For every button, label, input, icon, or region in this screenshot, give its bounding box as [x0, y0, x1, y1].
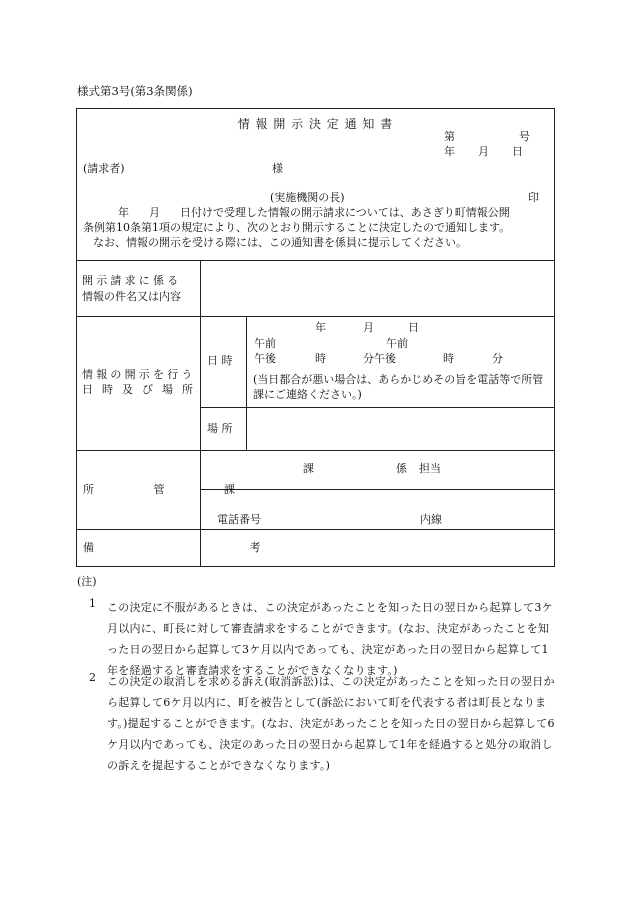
notice-form [76, 108, 555, 567]
body-year: 年 [118, 206, 129, 219]
pm-label-1: 午後 [254, 352, 276, 365]
body-line-1 [118, 206, 510, 221]
subject-label-line-1: 開示請求に係る [82, 274, 182, 287]
rule-subject [77, 316, 554, 317]
notes-heading: (注) [77, 575, 97, 588]
hour-label-2: 時 [443, 352, 454, 365]
rule-top-section [77, 260, 554, 261]
rule-datetime-place [200, 407, 554, 408]
place-label: 場 所 [207, 422, 233, 435]
dept-label-spread [83, 483, 263, 498]
subsection-label: 係 [396, 462, 407, 475]
body-month: 月 [149, 206, 160, 219]
am-label-2: 午前 [386, 337, 408, 350]
dept-label-text: 所 管 課 [83, 483, 263, 496]
number-field [444, 130, 530, 145]
subject-label-line-2: 情報の件名又は内容 [82, 290, 181, 303]
body-line-2: 条例第10条第1項の規定により、次のとおり開示することに決定したので通知します。 [83, 221, 511, 234]
number-label: 第 [444, 130, 455, 143]
hour-label-1: 時 [315, 352, 326, 365]
agency-head-label: (実施機関の長) [270, 191, 345, 204]
issue-day: 日 [512, 145, 523, 158]
datetime-place-label-line-1: 情報の開示を行う [82, 368, 196, 381]
form-label: 様式第3号(第3条関係) [77, 84, 193, 98]
note-2-text: この決定の取消しを求める訴え(取消訴訟)は、この決定があったことを知った日の翌日から起算して6ケ月以内に、町を被告として(訴訟において町を代表する者は町長となります。)提起することができます。(なお、決定があったことを知った日の翌日から起算して6ケ月以内であっても、決定のあった日の翌日から起算して1年を経過すると処分の取消しの訴えを提起することができなくなります。) [107, 675, 555, 772]
form-title: 情 報 開 示 決 定 通 知 書 [237, 117, 394, 131]
rule-dept [77, 529, 554, 530]
note-1-number: 1 [89, 597, 96, 610]
note-2-number: 2 [89, 671, 96, 684]
rule-place [77, 450, 554, 451]
rule-sublabel-column [246, 316, 247, 450]
number-suffix: 号 [519, 130, 530, 143]
charge-label: 担当 [419, 462, 441, 475]
pm-label-2: 午後 [374, 352, 396, 365]
am-label-1: 午前 [254, 337, 276, 350]
datetime-label: 日 時 [207, 354, 233, 367]
note-1-text: この決定に不服があるときは、この決定があったことを知った日の翌日から起算して3ケ月以内に、町長に対して審査請求をすることができます。(なお、決定があったことを知った日の翌日から起算して3ケ月以内であっても、決定があった日の翌日から起算して1年を経過すると審査請求をすることができなくなります。) [107, 601, 553, 677]
remarks-label [83, 541, 337, 556]
dept-label [83, 483, 263, 498]
datetime-place-label-line-2: 日時及び場所 [82, 383, 202, 396]
requester-label: (請求者) [83, 162, 125, 175]
issue-year: 年 [444, 145, 455, 158]
issue-date [444, 145, 523, 160]
seal-mark: 印 [528, 191, 539, 204]
datetime-note: (当日都合が悪い場合は、あらかじめその旨を電話等で所管課にご連絡ください。) [253, 373, 544, 401]
issue-month: 月 [478, 145, 489, 158]
dt-month: 月 [363, 321, 374, 334]
minute-label-1: 分 [363, 352, 374, 365]
section-label: 課 [303, 462, 314, 475]
body-rest: 日付けで受理した情報の開示請求については、あさぎり町情報公開 [180, 206, 510, 219]
dt-year: 年 [315, 321, 326, 334]
minute-label-2: 分 [492, 352, 503, 365]
extension-label: 内線 [420, 513, 442, 526]
body-line-3: なお、情報の開示を受ける際には、この通知書を係員に提示してください。 [93, 236, 467, 249]
requester-honorific: 様 [272, 162, 283, 175]
rule-label-column [200, 260, 201, 566]
remarks-label-text: 備 考 [83, 541, 337, 554]
phone-label: 電話番号 [217, 513, 261, 526]
dt-day: 日 [408, 321, 419, 334]
